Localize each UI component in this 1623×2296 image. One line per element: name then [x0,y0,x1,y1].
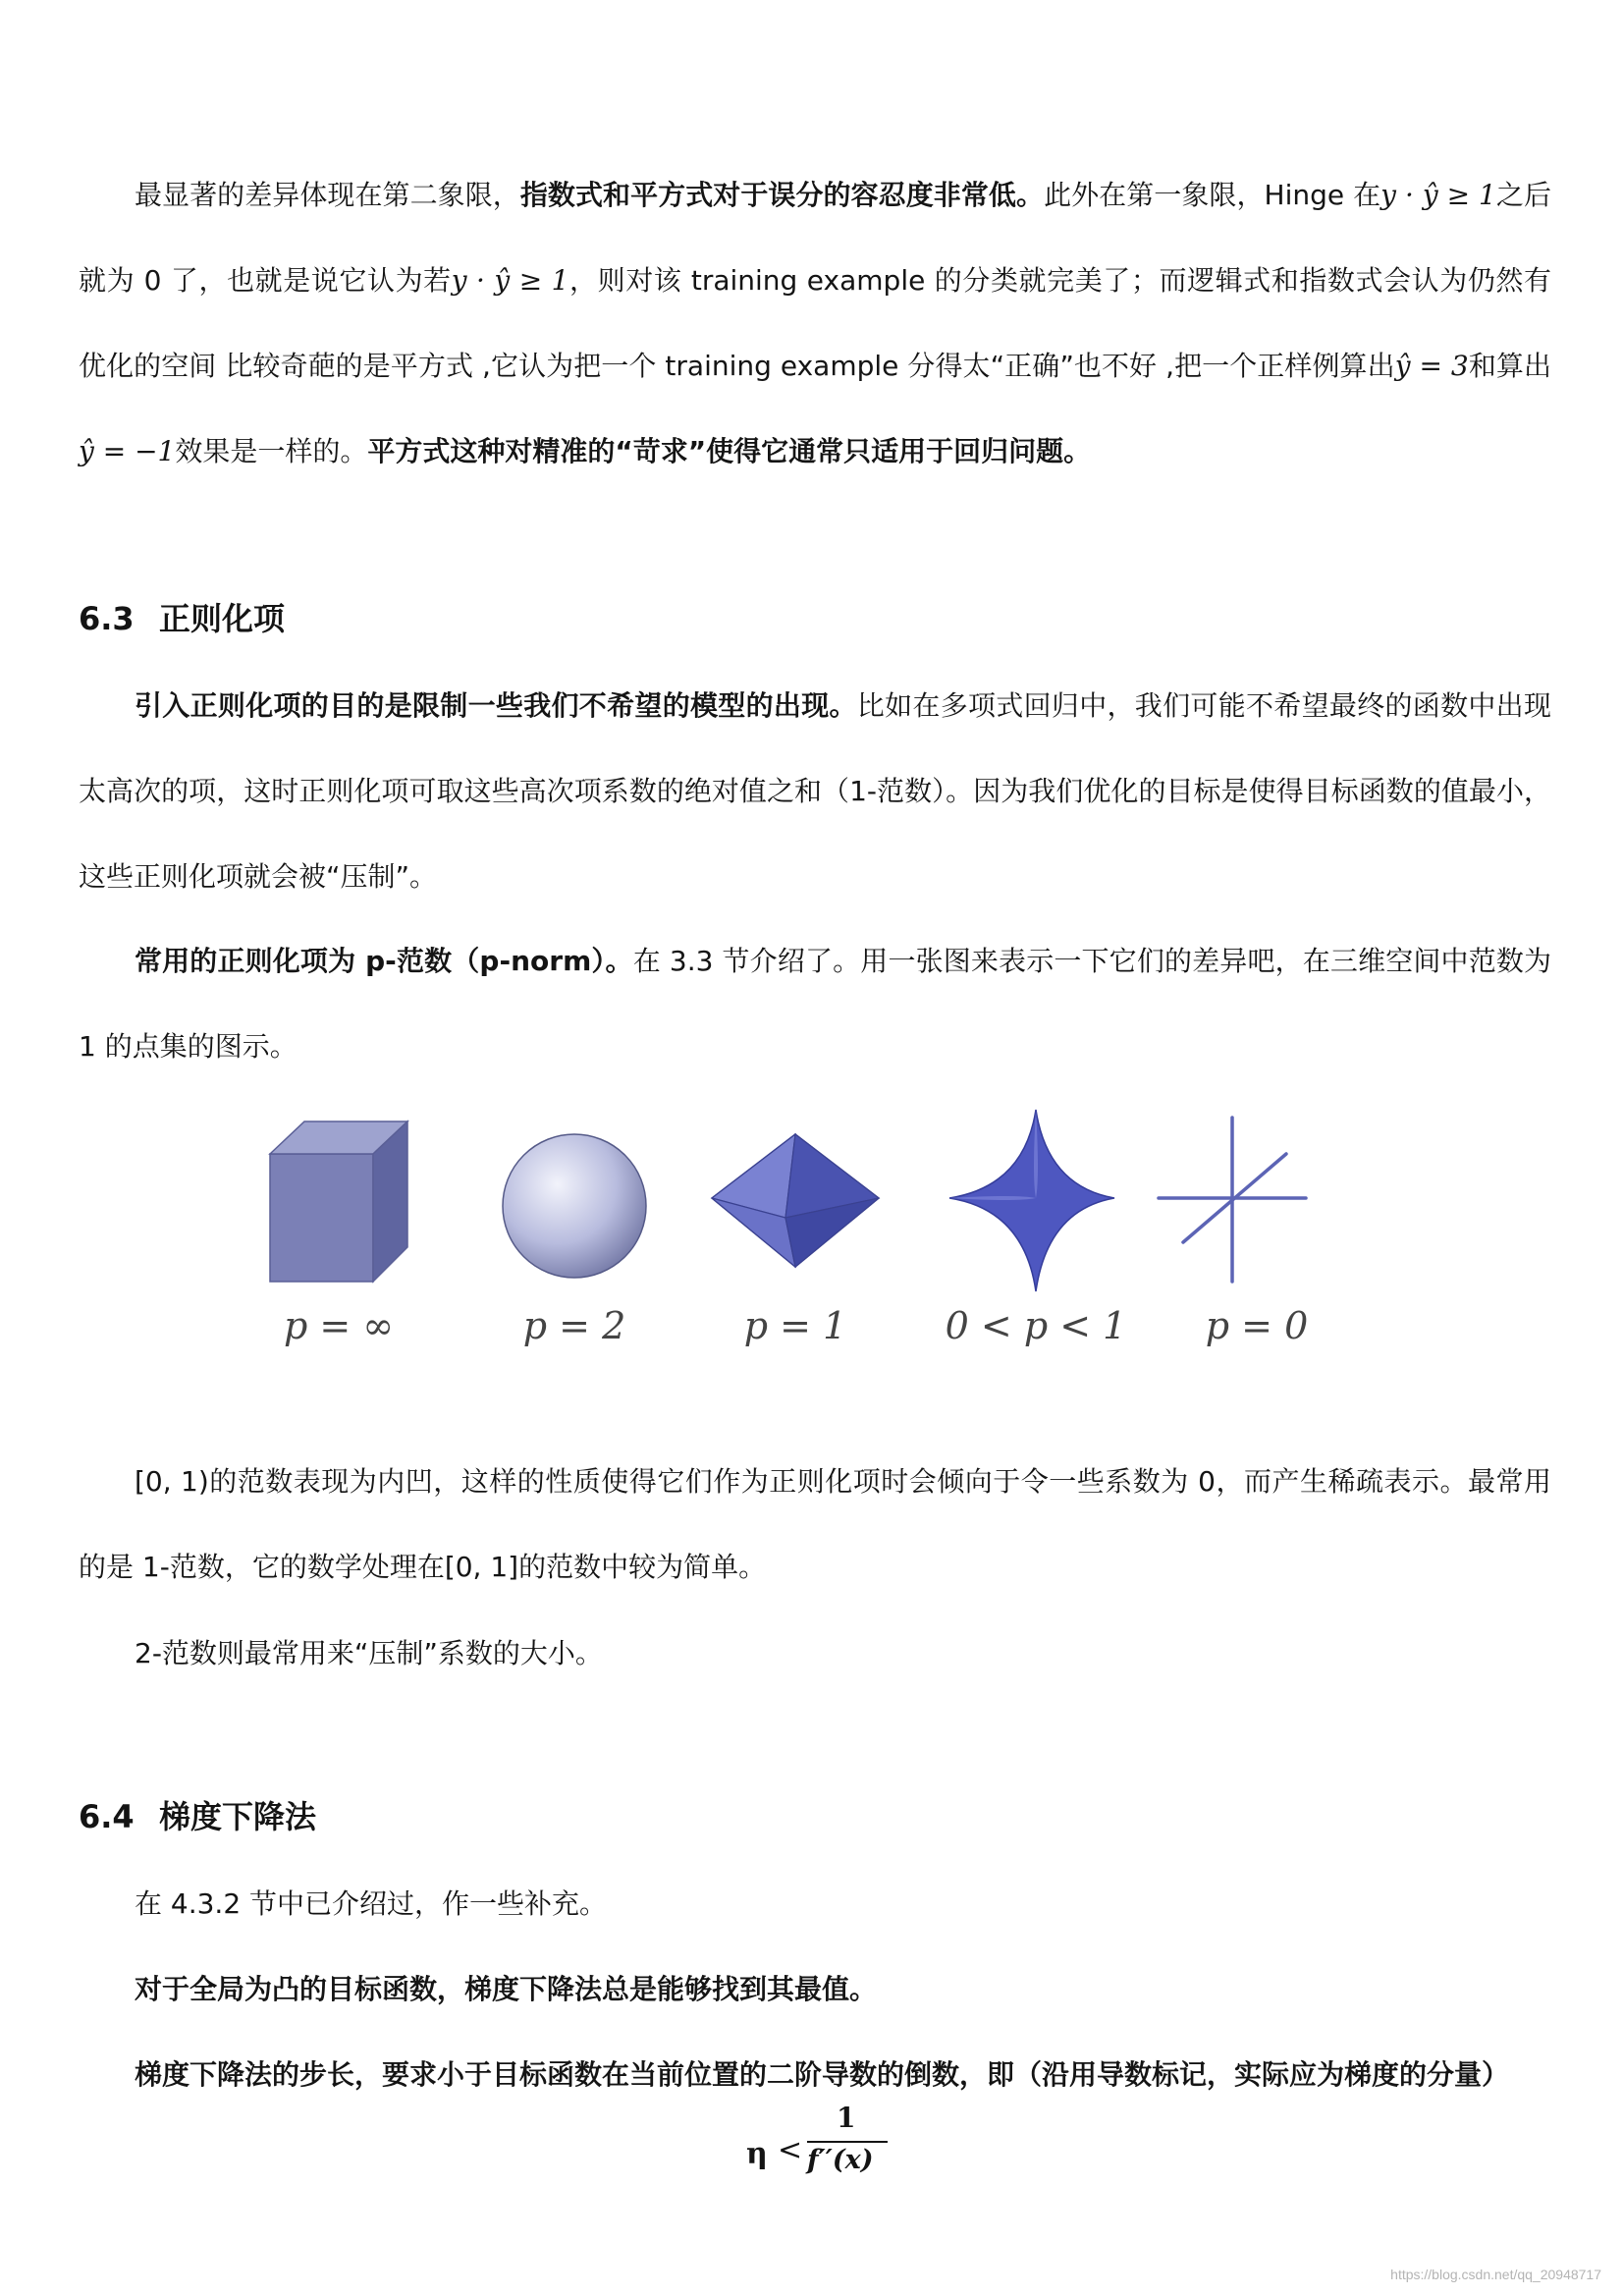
regularization-paragraph-1 [79,663,1551,919]
axes-icon [1159,1118,1306,1282]
bold-text: 常用的正则化项为 p-范数（p-norm）。 [135,945,633,977]
intro-text: 最显著的差异体现在第二象限， [135,179,520,211]
regularization-paragraph-3 [79,1439,1551,1610]
body-text: 在 3.3 节介绍了。用一张图来表示一下它们的差异吧，在三维空间中范数为 1 的点集的图示。 [79,945,1552,1063]
section-number: 6.3 [79,600,135,637]
figure-label-p-0: p = 0 [1205,1304,1309,1347]
body-text: 2-范数则最常用来“压制”系数的大小。 [135,1637,603,1669]
math-inline: y · ŷ ≥ 1 [451,264,569,297]
gradient-paragraph-1 [79,1861,1551,1946]
gradient-paragraph-2 [79,1946,1551,2032]
body-text: 在 4.3.2 节中已介绍过，作一些补充。 [135,1887,608,1920]
bold-text: 引入正则化项的目的是限制一些我们不希望的模型的出现。 [135,689,857,722]
section-number: 6.4 [79,1798,135,1835]
formula-numerator: 1 [837,2102,856,2134]
fraction-bar [807,2141,888,2143]
intro-text: 此外在第一象限，Hinge 在 [1044,179,1381,211]
section-title: 梯度下降法 [159,1798,317,1835]
astroid-icon [949,1110,1114,1291]
intro-paragraph [79,152,1551,494]
regularization-paragraph-2 [79,918,1551,1089]
math-inline: ŷ = 3 [1394,350,1469,382]
figure-label-p-infinity: p = ∞ [284,1304,394,1347]
p-norm-figure [250,1100,1360,1355]
section-6-4-heading [79,1797,316,1836]
intro-text: 之后就为 0 了，也就是说它认为若 [79,179,1551,297]
bold-text: 对于全局为凸的目标函数，梯度下降法总是能够找到其最值。 [135,1973,878,2005]
bold-text: 梯度下降法的步长，要求小于目标函数在当前位置的二阶导数的倒数，即（沿用导数标记，实际应为梯度的分量） [135,2058,1510,2091]
figure-label-p-1: p = 1 [743,1304,847,1347]
figure-label-p-between: 0 < p < 1 [945,1304,1127,1347]
intro-text: 和算出 [1468,350,1551,382]
intro-bold-text: 平方式这种对精准的“苛求”使得它通常只适用于回归问题。 [367,435,1092,467]
intro-text: 效果是一样的。 [175,435,368,467]
regularization-paragraph-4 [79,1611,1551,1696]
sphere-icon [503,1134,646,1278]
figure-label-p-2: p = 2 [522,1304,626,1347]
p-norm-shapes [250,1100,1360,1306]
watermark-text: https://blog.csdn.net/qq_20948717 [1390,2267,1601,2282]
intro-text: ，则对该 training example 的分类就完美了；而逻辑式和指数式会认为仍然有优化的空间 比较奇葩的是平方式 ,它认为把一个 training example 分得太“正确”也不好 ,把一个正样例算出 [79,264,1551,382]
body-text: 比如在多项式回归中，我们可能不希望最终的函数中出现太高次的项，这时正则化项可取这些高次项系数的绝对值之和（1-范数）。因为我们优化的目标是使得目标函数的值最小，这些正则化项就会被“压制”。 [79,689,1551,893]
formula-lhs: η [746,2137,768,2171]
math-inline: ŷ = −1 [79,435,176,467]
section-title: 正则化项 [159,600,286,637]
math-inline: y · ŷ ≥ 1 [1380,179,1496,211]
step-size-formula [736,2102,893,2200]
body-text: [0, 1)的范数表现为内凹，这样的性质使得它们作为正则化项时会倾向于令一些系数为 0，而产生稀疏表示。最常用的是 1-范数，它的数学处理在[0, 1]的范数中较为简单。 [79,1465,1551,1583]
section-6-3-heading [79,599,285,638]
formula-denominator: f′′(x) [807,2145,874,2175]
intro-bold-text: 指数式和平方式对于误分的容忍度非常低。 [519,179,1045,211]
formula-operator: < [778,2133,803,2167]
octahedron-icon [712,1134,879,1267]
cube-icon [270,1121,407,1282]
